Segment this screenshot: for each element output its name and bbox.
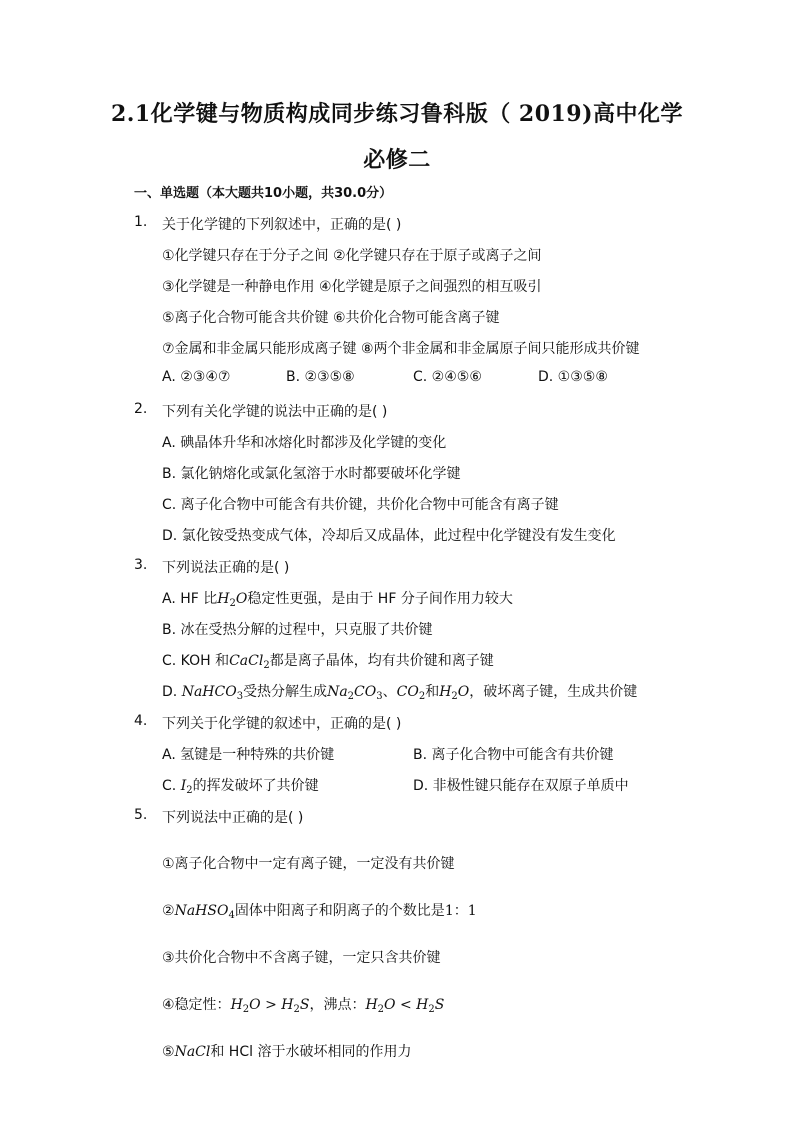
formula-part: O <box>457 684 470 700</box>
formula-part: CaCl <box>229 653 264 669</box>
question-5-statement-5 <box>162 1041 411 1061</box>
formula-nahco3 <box>182 684 243 700</box>
question-5-statement-4 <box>162 994 444 1015</box>
formula-part: CO <box>396 684 419 700</box>
formula-part: S <box>299 997 310 1013</box>
formula-cacl2 <box>229 653 270 669</box>
formula-stability <box>231 997 310 1013</box>
formula-part: H <box>217 591 230 607</box>
formula-subscript: 2 <box>377 1004 385 1015</box>
question-2-option-b: B. 氯化钠熔化或氯化氢溶于水时都要破坏化学键 <box>162 466 461 482</box>
question-1-statement-4: ⑦金属和非金属只能形成离子键 ⑧两个非金属和非金属原子间只能形成共价键 <box>162 341 640 357</box>
question-2-option-a: A. 碘晶体升华和冰熔化时都涉及化学键的变化 <box>162 435 447 451</box>
question-3-option-b: B. 冰在受热分解的过程中，只克服了共价键 <box>162 622 433 638</box>
statement-marker: ⑤ <box>162 1044 175 1060</box>
formula-subscript: 2 <box>451 691 458 702</box>
statement-marker: ② <box>162 903 175 919</box>
formula-part: O < H <box>384 997 429 1013</box>
question-1-stem: 关于化学键的下列叙述中，正确的是( ) <box>162 217 402 233</box>
question-5-statement-2 <box>162 900 477 921</box>
formula-part: H <box>365 997 378 1013</box>
formula-subscript: 2 <box>186 785 193 796</box>
formula-subscript: 2 <box>263 660 270 671</box>
formula-nacl: NaCl <box>174 1044 211 1060</box>
question-1-statement-3: ⑤离子化合物可能含共价键 ⑥共价化合物可能含离子键 <box>162 310 500 326</box>
question-2-number: 2. <box>134 401 148 417</box>
question-1-option-c: C. ②④⑤⑥ <box>413 369 482 385</box>
document-title-line2: 必修二 <box>363 147 431 173</box>
formula-subscript: 2 <box>347 691 355 702</box>
statement-text: ④稳定性： <box>162 997 231 1013</box>
formula-part: CO <box>354 684 377 700</box>
option-d-text: 和 <box>425 684 440 700</box>
question-5-stem: 下列说法中正确的是( ) <box>162 810 304 826</box>
question-2-stem: 下列有关化学键的说法中正确的是( ) <box>162 404 388 420</box>
question-1-statement-2: ③化学键是一种静电作用 ④化学键是原子之间强烈的相互吸引 <box>162 279 542 295</box>
option-c-text-1: C. KOH 和 <box>162 653 230 669</box>
question-3-option-d <box>162 681 637 702</box>
formula-co2 <box>397 684 426 700</box>
question-1-statement-1: ①化学键只存在于分子之间 ②化学键只存在于原子或离子之间 <box>162 248 542 264</box>
formula-part: I <box>180 778 187 794</box>
option-d-text: 受热分解生成 <box>243 684 328 700</box>
document-title-line1: 2.1化学键与物质构成同步练习鲁科版（ 2019)高中化学 <box>110 101 684 127</box>
question-4-option-d: D. 非极性键只能存在双原子单质中 <box>413 778 629 794</box>
question-1-option-b: B. ②③⑤⑧ <box>286 369 355 385</box>
section-heading: 一、单选题（本大题共10小题，共30.0分） <box>134 186 393 201</box>
formula-part: NaHSO <box>174 903 229 919</box>
question-5-number: 5. <box>134 807 148 823</box>
question-3-stem: 下列说法正确的是( ) <box>162 560 290 576</box>
formula-h2o <box>439 684 469 700</box>
formula-subscript: 2 <box>428 1004 435 1015</box>
formula-part: O <box>235 591 248 607</box>
question-2-option-c: C. 离子化合物中可能含有共价键，共价化合物中可能含有离子键 <box>162 497 559 513</box>
option-c-text: 的挥发破坏了共价键 <box>192 778 319 794</box>
ratio-value: 1：1 <box>444 903 477 919</box>
question-3-option-a <box>162 588 513 609</box>
question-2-option-d: D. 氯化铵受热变成气体，冷却后又成晶体，此过程中化学键没有发生变化 <box>162 528 616 544</box>
option-d-text: 、 <box>382 684 397 700</box>
formula-part: Na <box>327 684 348 700</box>
question-1-option-a: A. ②③④⑦ <box>162 369 231 385</box>
formula-subscript: 3 <box>236 691 244 702</box>
option-d-label: D. <box>162 684 182 700</box>
question-3-option-c <box>162 650 494 671</box>
question-4-number: 4. <box>134 713 148 729</box>
formula-subscript: 2 <box>293 1004 300 1015</box>
question-5-statement-3: ③共价化合物中不含离子键，一定只含共价键 <box>162 950 441 966</box>
option-a-text-2: 稳定性更强，是由于 HF 分子间作用力较大 <box>247 591 513 607</box>
formula-subscript: 2 <box>242 1004 250 1015</box>
formula-part: H <box>230 997 243 1013</box>
question-4-option-b: B. 离子化合物中可能含有共价键 <box>413 747 614 763</box>
formula-boiling <box>365 997 444 1013</box>
option-c-text-2: 都是离子晶体，均有共价键和离子键 <box>269 653 494 669</box>
statement-text: 固体中阳离子和阴离子的个数比是 <box>234 903 445 919</box>
statement-text: ，沸点： <box>309 997 366 1013</box>
formula-na2co3 <box>327 684 383 700</box>
question-5-statement-1: ①离子化合物中一定有离子键，一定没有共价键 <box>162 856 455 872</box>
question-4-option-a: A. 氢键是一种特殊的共价键 <box>162 747 335 763</box>
question-1-number: 1. <box>134 214 148 230</box>
formula-subscript: 3 <box>376 691 383 702</box>
formula-h2o <box>217 591 247 607</box>
formula-subscript: 2 <box>418 691 426 702</box>
formula-subscript: 2 <box>229 598 236 609</box>
option-c-label: C. <box>162 778 181 794</box>
formula-subscript: 4 <box>228 910 235 921</box>
formula-part: H <box>439 684 452 700</box>
statement-text: 和 HCl 溶于水破坏相同的作用力 <box>210 1044 412 1060</box>
question-4-option-c <box>162 775 319 796</box>
question-3-number: 3. <box>134 557 148 573</box>
formula-part: S <box>434 997 445 1013</box>
option-a-text-1: A. HF 比 <box>162 591 218 607</box>
question-4-stem: 下列关于化学键的叙述中，正确的是( ) <box>162 716 402 732</box>
formula-part: NaHCO <box>181 684 237 700</box>
formula-part: O > H <box>249 997 294 1013</box>
question-1-option-d: D. ①③⑤⑧ <box>538 369 608 385</box>
option-d-text: ，破坏离子键，生成共价键 <box>469 684 638 700</box>
formula-i2 <box>181 778 193 794</box>
formula-nahso4 <box>175 903 235 919</box>
